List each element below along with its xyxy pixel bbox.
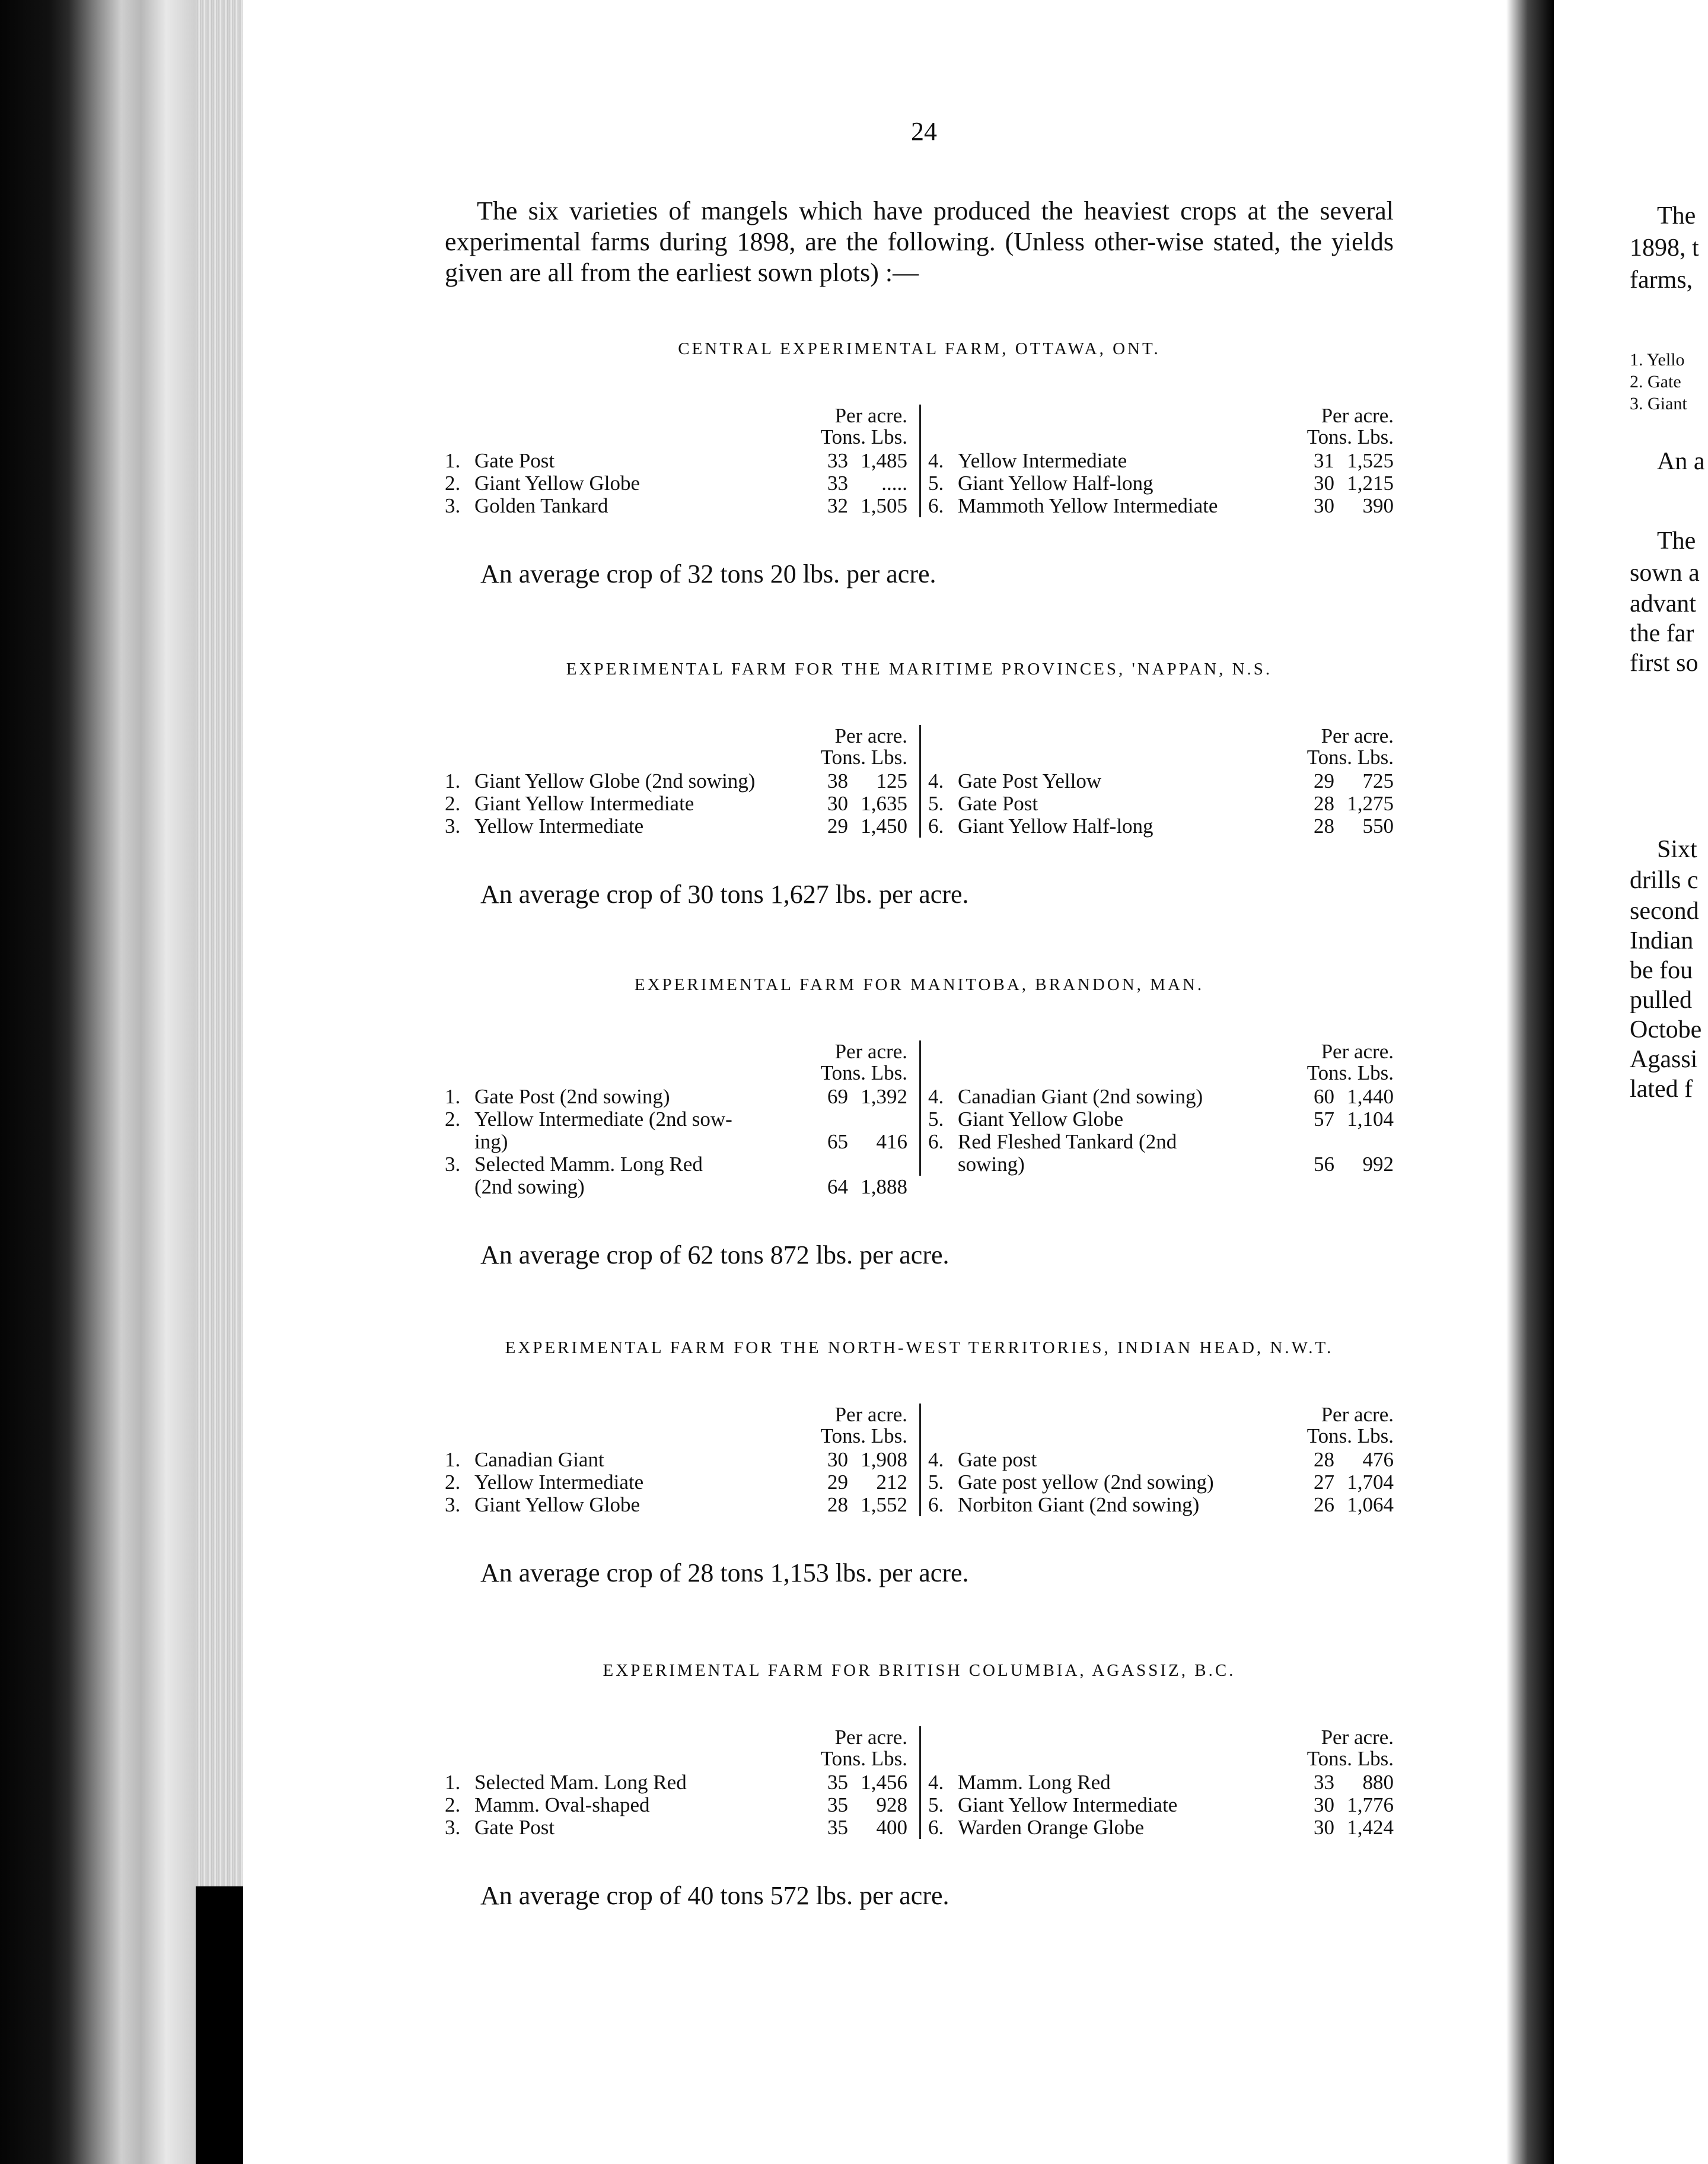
rank-number: 4. [928,449,944,472]
per-acre-label: Per acre. [834,1726,907,1749]
rank-number: 5. [928,792,944,815]
variety-name-cont: sowing) [958,1153,1025,1176]
lbs-value: 1,392 [861,1085,907,1108]
table-row [928,450,1400,472]
table-row [445,472,913,495]
rank-number: 3. [445,494,461,517]
table-column-left [445,1726,913,1839]
rank-number: 5. [928,1108,944,1131]
table-row [445,1471,913,1494]
units-label: Tons. Lbs. [1307,746,1394,769]
variety-name: Gate Post (2nd sowing) [474,1085,670,1108]
tons-value: 31 [1314,449,1334,472]
rank-number: 1. [445,769,461,793]
lbs-value: 1,525 [1347,449,1394,472]
average-crop: An average crop of 62 tons 872 lbs. per acre. [480,1240,949,1269]
variety-name: Canadian Giant (2nd sowing) [958,1085,1203,1108]
variety-name: Gate Post [474,449,555,472]
lbs-value: 1,450 [861,814,907,838]
column-header [928,1404,1400,1449]
tons-value: 30 [827,792,848,815]
rp-line: The [1657,202,1696,230]
lbs-value: 125 [876,769,907,793]
rank-number: 2. [445,1108,461,1131]
variety-name: Giant Yellow Intermediate [958,1793,1178,1816]
tons-value: 28 [1314,792,1334,815]
variety-name: Yellow Intermediate [958,449,1127,472]
table-row [445,1153,913,1198]
lbs-value: 1,505 [861,494,907,517]
average-crop: An average crop of 28 tons 1,153 lbs. per acre. [480,1558,969,1587]
table-row [445,1108,913,1153]
average-crop: An average crop of 40 tons 572 lbs. per acre. [480,1881,949,1910]
tons-value: 33 [827,472,848,495]
rank-number: 3. [445,1153,461,1176]
per-acre-label: Per acre. [1321,1403,1394,1426]
column-header [445,1726,913,1771]
variety-name: Mamm. Long Red [958,1771,1111,1794]
per-acre-label: Per acre. [834,404,907,427]
units-label: Tons. Lbs. [1307,425,1394,448]
rank-number: 5. [928,1793,944,1816]
book-spine-edge [0,0,196,2164]
tons-value: 32 [827,494,848,517]
table-row [445,1794,913,1816]
lbs-value: 1,064 [1347,1493,1394,1516]
rank-number: 4. [928,769,944,793]
table-column-right [919,1404,1400,1516]
lbs-value: 1,635 [861,792,907,815]
tons-value: 35 [827,1816,848,1839]
variety-name: Selected Mam. Long Red [474,1771,687,1794]
table-row [445,1816,913,1839]
column-header [445,405,913,450]
units-label: Tons. Lbs. [1307,1747,1394,1770]
section-heading: EXPERIMENTAL FARM FOR THE NORTH-WEST TERRITORIES, INDIAN HEAD, N.W.T. [505,1338,1334,1357]
rank-number: 6. [928,1130,944,1153]
intro-paragraph [445,196,1394,288]
lbs-value: 1,456 [861,1771,907,1794]
table-row [928,472,1400,495]
per-acre-label: Per acre. [1321,404,1394,427]
lbs-value: 1,275 [1347,792,1394,815]
right-page [1554,0,1708,2164]
table-row [928,1086,1400,1108]
variety-name: Giant Yellow Half-long [958,472,1153,495]
column-header [445,725,913,770]
rp-line: be fou [1630,957,1693,984]
table-row [445,1449,913,1471]
tons-value: 27 [1314,1471,1334,1494]
section-heading: EXPERIMENTAL FARM FOR MANITOBA, BRANDON, MAN. [634,975,1204,994]
variety-name: Selected Mamm. Long Red [474,1153,703,1176]
variety-name: Gate Post [958,792,1038,815]
variety-name-cont: (2nd sowing) [474,1175,585,1198]
rank-number: 1. [445,1085,461,1108]
rank-number: 5. [928,1471,944,1494]
rp-line: The [1657,527,1696,555]
lbs-value: ..... [881,472,907,495]
per-acre-label: Per acre. [1321,1726,1394,1749]
units-label: Tons. Lbs. [1307,1061,1394,1084]
table-row [928,1449,1400,1471]
table-row [445,450,913,472]
units-label: Tons. Lbs. [820,1747,907,1770]
variety-name: Gate Post Yellow [958,769,1102,793]
rp-line: second [1630,898,1699,925]
per-acre-label: Per acre. [834,1040,907,1063]
tons-value: 60 [1314,1085,1334,1108]
tons-value: 30 [1314,494,1334,517]
tons-value: 28 [827,1493,848,1516]
table-row [445,793,913,815]
column-header [928,725,1400,770]
rp-line: pulled [1630,986,1692,1014]
lbs-value: 1,908 [861,1448,907,1471]
variety-name: Yellow Intermediate [474,1471,644,1494]
rp-line: Sixt [1657,836,1697,863]
variety-name: Mammoth Yellow Intermediate [958,494,1218,517]
tons-value: 29 [827,1471,848,1494]
tons-value: 28 [1314,814,1334,838]
rank-number: 2. [445,792,461,815]
table-row [928,1131,1400,1176]
rp-line: drills c [1630,867,1699,894]
tons-value: 30 [1314,1816,1334,1839]
average-crop: An average crop of 32 tons 20 lbs. per acre. [480,559,936,588]
per-acre-label: Per acre. [1321,1040,1394,1063]
column-header [445,1404,913,1449]
rank-number: 2. [445,1793,461,1816]
table-column-right [919,405,1400,517]
table-column-left [445,1040,913,1198]
variety-name: Mamm. Oval-shaped [474,1793,650,1816]
units-label: Tons. Lbs. [820,425,907,448]
tons-value: 26 [1314,1493,1334,1516]
lbs-value: 1,552 [861,1493,907,1516]
intro-text: The six varieties of mangels which have produced the heaviest crops at the several experimental farms during 1898, are the following. (Unless other-wise stated, the yields given are all from the earliest sown plots) :— [445,196,1394,287]
page-number: 24 [911,117,937,146]
tons-value: 28 [1314,1448,1334,1471]
per-acre-label: Per acre. [834,1403,907,1426]
tons-value: 38 [827,769,848,793]
units-label: Tons. Lbs. [820,746,907,769]
table-row [928,1794,1400,1816]
rank-number: 6. [928,1493,944,1516]
lbs-value: 416 [876,1130,907,1153]
rp-line: Agassi [1630,1046,1698,1073]
lbs-value: 725 [1362,769,1394,793]
lbs-value: 1,215 [1347,472,1394,495]
table-row [928,770,1400,793]
table-row [928,1108,1400,1131]
rank-number: 4. [928,1448,944,1471]
lbs-value: 212 [876,1471,907,1494]
table-row [445,770,913,793]
lbs-value: 1,704 [1347,1471,1394,1494]
rp-list-item: 3. Giant [1630,394,1687,413]
rank-number: 2. [445,1471,461,1494]
tons-value: 64 [827,1175,848,1198]
tons-value: 65 [827,1130,848,1153]
variety-name-cont: ing) [474,1130,508,1153]
tons-value: 35 [827,1793,848,1816]
table-row [445,1494,913,1516]
per-acre-label: Per acre. [834,724,907,747]
rank-number: 3. [445,1816,461,1839]
rank-number: 5. [928,472,944,495]
table-row [445,1771,913,1794]
variety-name: Gate post yellow (2nd sowing) [958,1471,1214,1494]
table-column-right [919,1040,1400,1176]
variety-name: Giant Yellow Globe [474,472,640,495]
rp-line: 1898, t [1630,234,1699,262]
section-heading: CENTRAL EXPERIMENTAL FARM, OTTAWA, ONT. [678,339,1161,358]
column-header [928,1040,1400,1086]
variety-name: Canadian Giant [474,1448,604,1471]
lbs-value: 880 [1362,1771,1394,1794]
variety-name: Giant Yellow Intermediate [474,792,694,815]
rank-number: 4. [928,1085,944,1108]
table-row [928,1494,1400,1516]
variety-name: Warden Orange Globe [958,1816,1144,1839]
lbs-value: 992 [1362,1153,1394,1176]
rp-line: Octobe [1630,1016,1702,1043]
section-heading: EXPERIMENTAL FARM FOR THE MARITIME PROVINCES, 'NAPPAN, N.S. [566,660,1273,679]
variety-name: Yellow Intermediate (2nd sow- [474,1108,732,1131]
units-label: Tons. Lbs. [820,1061,907,1084]
rp-line: lated f [1630,1075,1693,1103]
tons-value: 30 [1314,1793,1334,1816]
rank-number: 1. [445,1448,461,1471]
table-row [445,815,913,838]
lbs-value: 1,440 [1347,1085,1394,1108]
table-row [928,815,1400,838]
column-header [445,1040,913,1086]
table-column-right [919,1726,1400,1839]
rp-list-item: 1. Yello [1630,350,1685,370]
rank-number: 1. [445,449,461,472]
table-row [445,1086,913,1108]
lbs-value: 550 [1362,814,1394,838]
variety-name: Red Fleshed Tankard (2nd [958,1130,1177,1153]
variety-name: Yellow Intermediate [474,814,644,838]
tons-value: 29 [827,814,848,838]
lbs-value: 390 [1362,494,1394,517]
variety-name: Giant Yellow Half-long [958,814,1153,838]
tons-value: 56 [1314,1153,1334,1176]
rank-number: 4. [928,1771,944,1794]
table-row [928,793,1400,815]
table-row [928,1771,1400,1794]
rp-line: advant [1630,590,1696,618]
variety-name: Norbiton Giant (2nd sowing) [958,1493,1200,1516]
rank-number: 6. [928,1816,944,1839]
table-row [928,1471,1400,1494]
table-column-left [445,405,913,517]
variety-name: Giant Yellow Globe [474,1493,640,1516]
column-header [928,405,1400,450]
average-crop: An average crop of 30 tons 1,627 lbs. per acre. [480,880,969,909]
variety-name: Giant Yellow Globe [958,1108,1124,1131]
table-row [445,495,913,517]
tons-value: 33 [1314,1771,1334,1794]
lbs-value: 476 [1362,1448,1394,1471]
lbs-value: 400 [876,1816,907,1839]
lbs-value: 1,485 [861,449,907,472]
table-row [928,1816,1400,1839]
variety-name: Golden Tankard [474,494,608,517]
per-acre-label: Per acre. [1321,724,1394,747]
rp-line: the far [1630,620,1694,647]
rank-number: 3. [445,814,461,838]
rp-line: An a [1657,448,1705,475]
column-header [928,1726,1400,1771]
variety-name: Giant Yellow Globe (2nd sowing) [474,769,756,793]
lbs-value: 928 [876,1793,907,1816]
lbs-value: 1,104 [1347,1108,1394,1131]
rank-number: 2. [445,472,461,495]
table-row [928,495,1400,517]
lbs-value: 1,888 [861,1175,907,1198]
rank-number: 1. [445,1771,461,1794]
rp-line: sown a [1630,559,1700,587]
table-column-right [919,725,1400,838]
tons-value: 57 [1314,1108,1334,1131]
table-column-left [445,725,913,838]
variety-name: Gate Post [474,1816,555,1839]
variety-name: Gate post [958,1448,1037,1471]
units-label: Tons. Lbs. [1307,1424,1394,1447]
book-gutter [1506,0,1554,2164]
rank-number: 6. [928,494,944,517]
rp-line: farms, [1630,266,1693,294]
table-column-left [445,1404,913,1516]
tons-value: 69 [827,1085,848,1108]
units-label: Tons. Lbs. [820,1424,907,1447]
rp-line: first so [1630,650,1699,677]
section-heading: EXPERIMENTAL FARM FOR BRITISH COLUMBIA, AGASSIZ, B.C. [603,1661,1236,1680]
tons-value: 35 [827,1771,848,1794]
rp-line: Indian [1630,927,1694,954]
tons-value: 33 [827,449,848,472]
lbs-value: 1,424 [1347,1816,1394,1839]
rank-number: 3. [445,1493,461,1516]
rank-number: 6. [928,814,944,838]
page-edges [196,0,243,1886]
rp-list-item: 2. Gate [1630,372,1681,392]
tons-value: 30 [1314,472,1334,495]
tons-value: 29 [1314,769,1334,793]
tons-value: 30 [827,1448,848,1471]
lbs-value: 1,776 [1347,1793,1394,1816]
